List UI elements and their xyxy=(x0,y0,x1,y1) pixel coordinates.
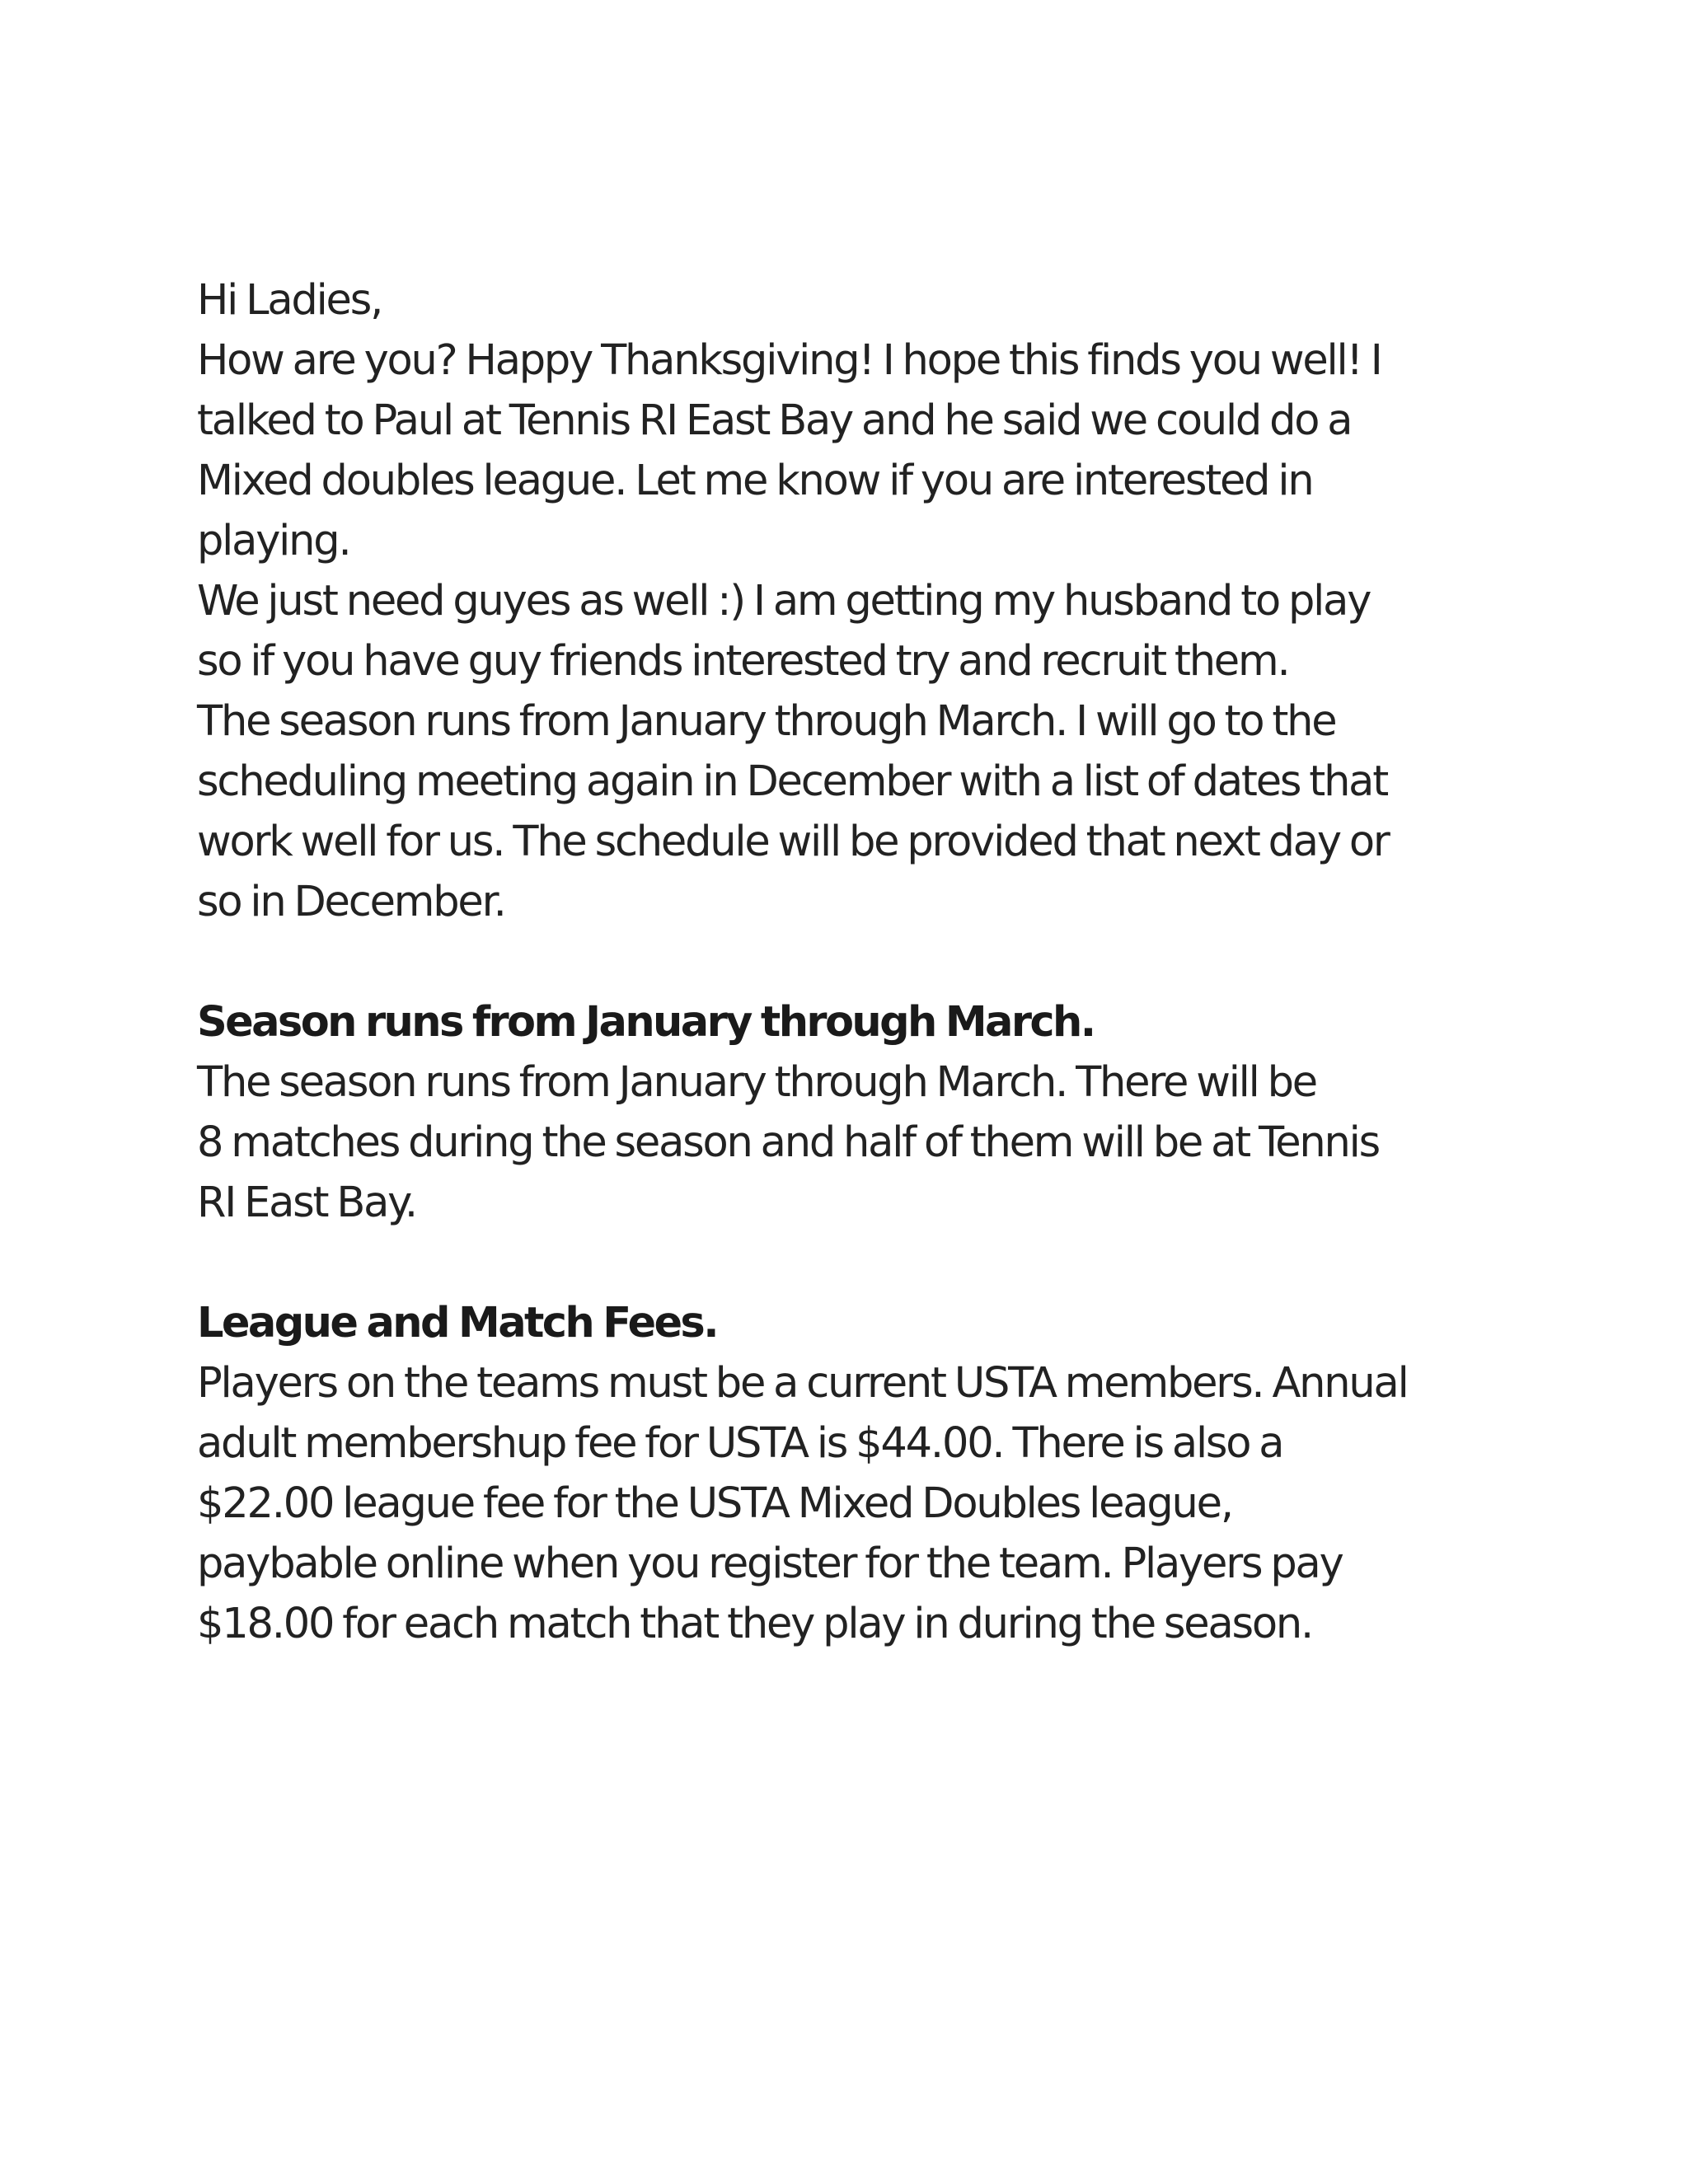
season-section xyxy=(197,992,1549,1233)
paragraph-gap xyxy=(197,1233,1549,1293)
intro-line: work well for us. The schedule will be provided that next day or xyxy=(197,818,1389,866)
season-line: 8 matches during the season and half of them will be at Tennis xyxy=(197,1118,1380,1167)
season-heading: Season runs from January through March. xyxy=(197,998,1095,1047)
fees-section xyxy=(197,1293,1549,1654)
fees-line: Players on the teams must be a current USTA members. Annual xyxy=(197,1359,1408,1408)
intro-paragraph xyxy=(197,330,1549,932)
intro-line: talked to Paul at Tennis RI East Bay and he said we could do a xyxy=(197,396,1352,445)
paragraph-gap xyxy=(197,932,1549,992)
greeting: Hi Ladies, xyxy=(197,276,382,325)
intro-line: We just need guyes as well :) I am getting my husband to play xyxy=(197,577,1371,626)
fees-line: $22.00 league fee for the USTA Mixed Doubles league, xyxy=(197,1479,1232,1528)
intro-line: scheduling meeting again in December with a list of dates that xyxy=(197,757,1388,806)
season-line: The season runs from January through March. There will be xyxy=(197,1058,1316,1107)
fees-line: $18.00 for each match that they play in during the season. xyxy=(197,1600,1313,1648)
intro-line: The season runs from January through March. I will go to the xyxy=(197,697,1336,746)
intro-line: How are you? Happy Thanksgiving! I hope this finds you well! I xyxy=(197,336,1381,385)
intro-line: so if you have guy friends interested try and recruit them. xyxy=(197,637,1289,686)
fees-line: paybable online when you register for the team. Players pay xyxy=(197,1540,1343,1588)
fees-line: adult membershup fee for USTA is $44.00. There is also a xyxy=(197,1419,1283,1468)
fees-heading: League and Match Fees. xyxy=(197,1299,717,1347)
intro-line: Mixed doubles league. Let me know if you are interested in xyxy=(197,457,1313,505)
intro-line: playing. xyxy=(197,517,350,565)
season-line: RI East Bay. xyxy=(197,1179,416,1227)
intro-line: so in December. xyxy=(197,878,505,926)
letter-document xyxy=(197,270,1549,1654)
